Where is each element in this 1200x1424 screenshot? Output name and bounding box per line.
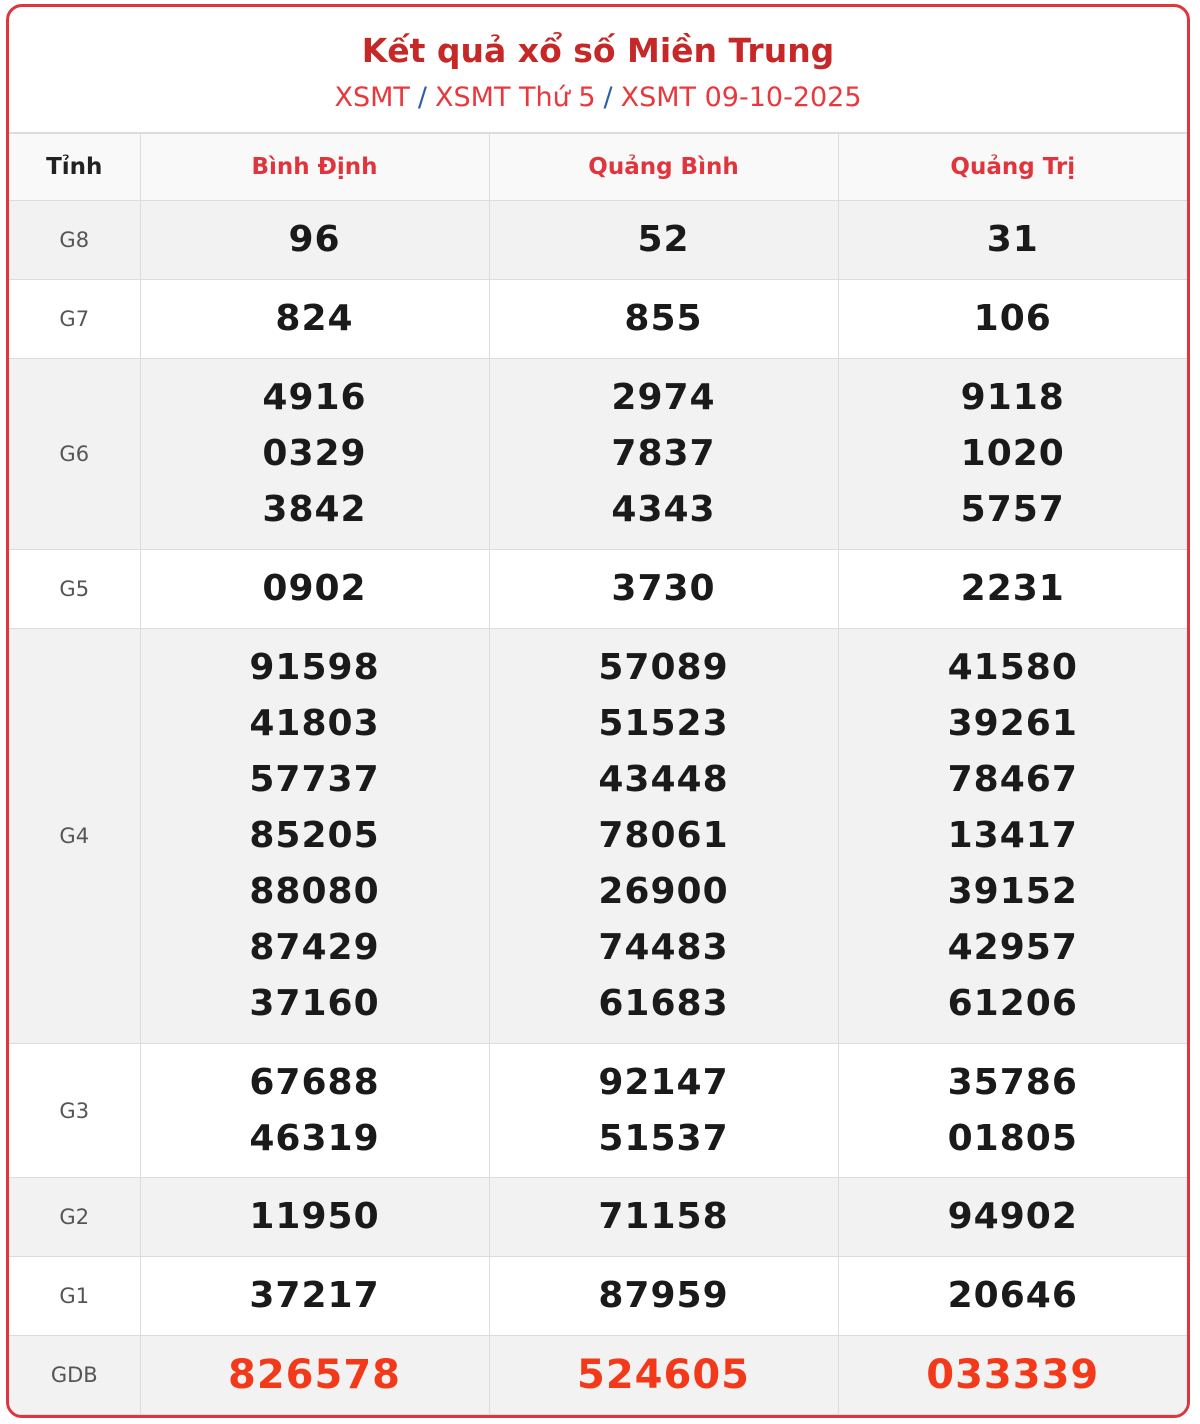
prize-number: 52 bbox=[637, 219, 690, 260]
prize-label: GDB bbox=[9, 1336, 140, 1415]
prize-cell bbox=[489, 1178, 838, 1257]
prize-number: 61683 bbox=[598, 983, 729, 1024]
prize-number: 11950 bbox=[249, 1196, 380, 1237]
prize-cell bbox=[489, 201, 838, 280]
prize-row-gdb bbox=[9, 1336, 1187, 1415]
prize-number: 0902 bbox=[262, 568, 367, 609]
prize-number: 01805 bbox=[947, 1117, 1078, 1159]
prize-number: 78061 bbox=[598, 815, 729, 856]
province-name[interactable]: Quảng Trị bbox=[838, 134, 1187, 201]
prize-number: 42957 bbox=[947, 927, 1078, 968]
prize-number: 39152 bbox=[947, 871, 1078, 912]
prize-cell bbox=[140, 359, 489, 550]
prize-row-g8 bbox=[9, 201, 1187, 280]
prize-number: 1020 bbox=[960, 433, 1065, 474]
prize-cell bbox=[838, 629, 1187, 1044]
special-prize-number: 524605 bbox=[577, 1352, 750, 1398]
prize-row-g3 bbox=[9, 1044, 1187, 1178]
prize-cell bbox=[838, 280, 1187, 359]
prize-number: 37217 bbox=[249, 1275, 380, 1316]
prize-number: 94902 bbox=[947, 1196, 1078, 1237]
prize-cell bbox=[489, 1336, 838, 1415]
breadcrumb-link-xsmt[interactable]: XSMT bbox=[334, 82, 410, 113]
special-prize-number: 033339 bbox=[926, 1352, 1100, 1398]
prize-label: G5 bbox=[9, 550, 140, 629]
prize-number: 78467 bbox=[947, 759, 1078, 800]
prize-number: 3842 bbox=[262, 489, 367, 530]
prize-number: 2974 bbox=[611, 377, 716, 418]
prize-number: 51537 bbox=[598, 1117, 729, 1159]
prize-number: 46319 bbox=[249, 1117, 380, 1159]
prize-number: 39261 bbox=[947, 703, 1078, 744]
prize-cell bbox=[140, 629, 489, 1044]
prize-label: G7 bbox=[9, 280, 140, 359]
breadcrumb-separator: / bbox=[417, 82, 428, 113]
results-card bbox=[6, 4, 1190, 1418]
breadcrumb bbox=[9, 82, 1187, 114]
prize-number: 87959 bbox=[598, 1275, 729, 1316]
prize-number: 2231 bbox=[960, 568, 1065, 609]
prize-number: 9118 bbox=[960, 377, 1065, 418]
prize-number: 35786 bbox=[947, 1061, 1078, 1103]
prize-number: 57089 bbox=[598, 647, 729, 688]
prize-number: 87429 bbox=[249, 927, 380, 968]
prize-cell bbox=[838, 359, 1187, 550]
prize-number: 51523 bbox=[598, 703, 729, 744]
prize-cell bbox=[489, 629, 838, 1044]
prize-number: 74483 bbox=[598, 927, 729, 968]
prize-cell bbox=[140, 1044, 489, 1178]
prize-cell bbox=[140, 280, 489, 359]
province-name[interactable]: Bình Định bbox=[140, 134, 489, 201]
prize-cell bbox=[140, 1336, 489, 1415]
special-prize-number: 826578 bbox=[228, 1352, 401, 1398]
prize-number: 92147 bbox=[598, 1061, 729, 1103]
prize-number: 26900 bbox=[598, 871, 729, 912]
prize-number: 71158 bbox=[598, 1196, 729, 1237]
prize-label: G6 bbox=[9, 359, 140, 550]
prize-label: G8 bbox=[9, 201, 140, 280]
prize-label: G1 bbox=[9, 1257, 140, 1336]
prize-cell bbox=[489, 1257, 838, 1336]
prize-number: 13417 bbox=[947, 815, 1078, 856]
prize-number: 37160 bbox=[249, 983, 380, 1024]
results-table bbox=[9, 133, 1187, 1415]
prize-row-g5 bbox=[9, 550, 1187, 629]
prize-label: G3 bbox=[9, 1044, 140, 1178]
prize-number: 855 bbox=[624, 298, 703, 339]
prize-number: 0329 bbox=[262, 433, 367, 474]
prize-cell bbox=[838, 550, 1187, 629]
prize-cell bbox=[140, 201, 489, 280]
breadcrumb-separator: / bbox=[603, 82, 613, 113]
prize-number: 4343 bbox=[611, 489, 716, 530]
prize-number: 41580 bbox=[947, 647, 1078, 688]
prize-number: 20646 bbox=[947, 1275, 1078, 1316]
prize-cell bbox=[489, 359, 838, 550]
prize-cell bbox=[489, 1044, 838, 1178]
prize-label: G4 bbox=[9, 629, 140, 1044]
breadcrumb-link-xsmt-thu-5[interactable]: XSMT Thứ 5 bbox=[435, 82, 596, 113]
province-name[interactable]: Quảng Bình bbox=[489, 134, 838, 201]
prize-row-g7 bbox=[9, 280, 1187, 359]
prize-number: 3730 bbox=[611, 568, 716, 609]
prize-number: 106 bbox=[973, 298, 1052, 339]
prize-number: 88080 bbox=[249, 871, 380, 912]
prize-cell bbox=[489, 550, 838, 629]
province-column-label: Tỉnh bbox=[9, 134, 140, 201]
prize-number: 43448 bbox=[598, 759, 729, 800]
prize-number: 5757 bbox=[960, 489, 1065, 530]
prize-cell bbox=[140, 1257, 489, 1336]
breadcrumb-link-xsmt-date[interactable]: XSMT 09-10-2025 bbox=[620, 82, 862, 113]
prize-cell bbox=[838, 1336, 1187, 1415]
prize-number: 41803 bbox=[249, 703, 380, 744]
prize-cell bbox=[838, 201, 1187, 280]
prize-row-g1 bbox=[9, 1257, 1187, 1336]
prize-number: 57737 bbox=[249, 759, 380, 800]
prize-cell bbox=[838, 1257, 1187, 1336]
prize-cell bbox=[489, 280, 838, 359]
prize-cell bbox=[838, 1178, 1187, 1257]
prize-number: 824 bbox=[275, 298, 354, 339]
prize-number: 91598 bbox=[249, 647, 380, 688]
prize-number: 67688 bbox=[249, 1061, 380, 1103]
prize-number: 31 bbox=[986, 219, 1039, 260]
prize-number: 96 bbox=[288, 219, 341, 260]
prize-cell bbox=[140, 1178, 489, 1257]
results-header bbox=[9, 7, 1187, 133]
prize-number: 85205 bbox=[249, 815, 380, 856]
province-header-row bbox=[9, 134, 1187, 201]
page-title: Kết quả xổ số Miền Trung bbox=[361, 31, 835, 70]
prize-row-g4 bbox=[9, 629, 1187, 1044]
prize-number: 7837 bbox=[611, 433, 716, 474]
prize-number: 4916 bbox=[262, 377, 367, 418]
prize-label: G2 bbox=[9, 1178, 140, 1257]
prize-cell bbox=[140, 550, 489, 629]
prize-row-g2 bbox=[9, 1178, 1187, 1257]
prize-cell bbox=[838, 1044, 1187, 1178]
prize-number: 61206 bbox=[947, 983, 1078, 1024]
prize-row-g6 bbox=[9, 359, 1187, 550]
